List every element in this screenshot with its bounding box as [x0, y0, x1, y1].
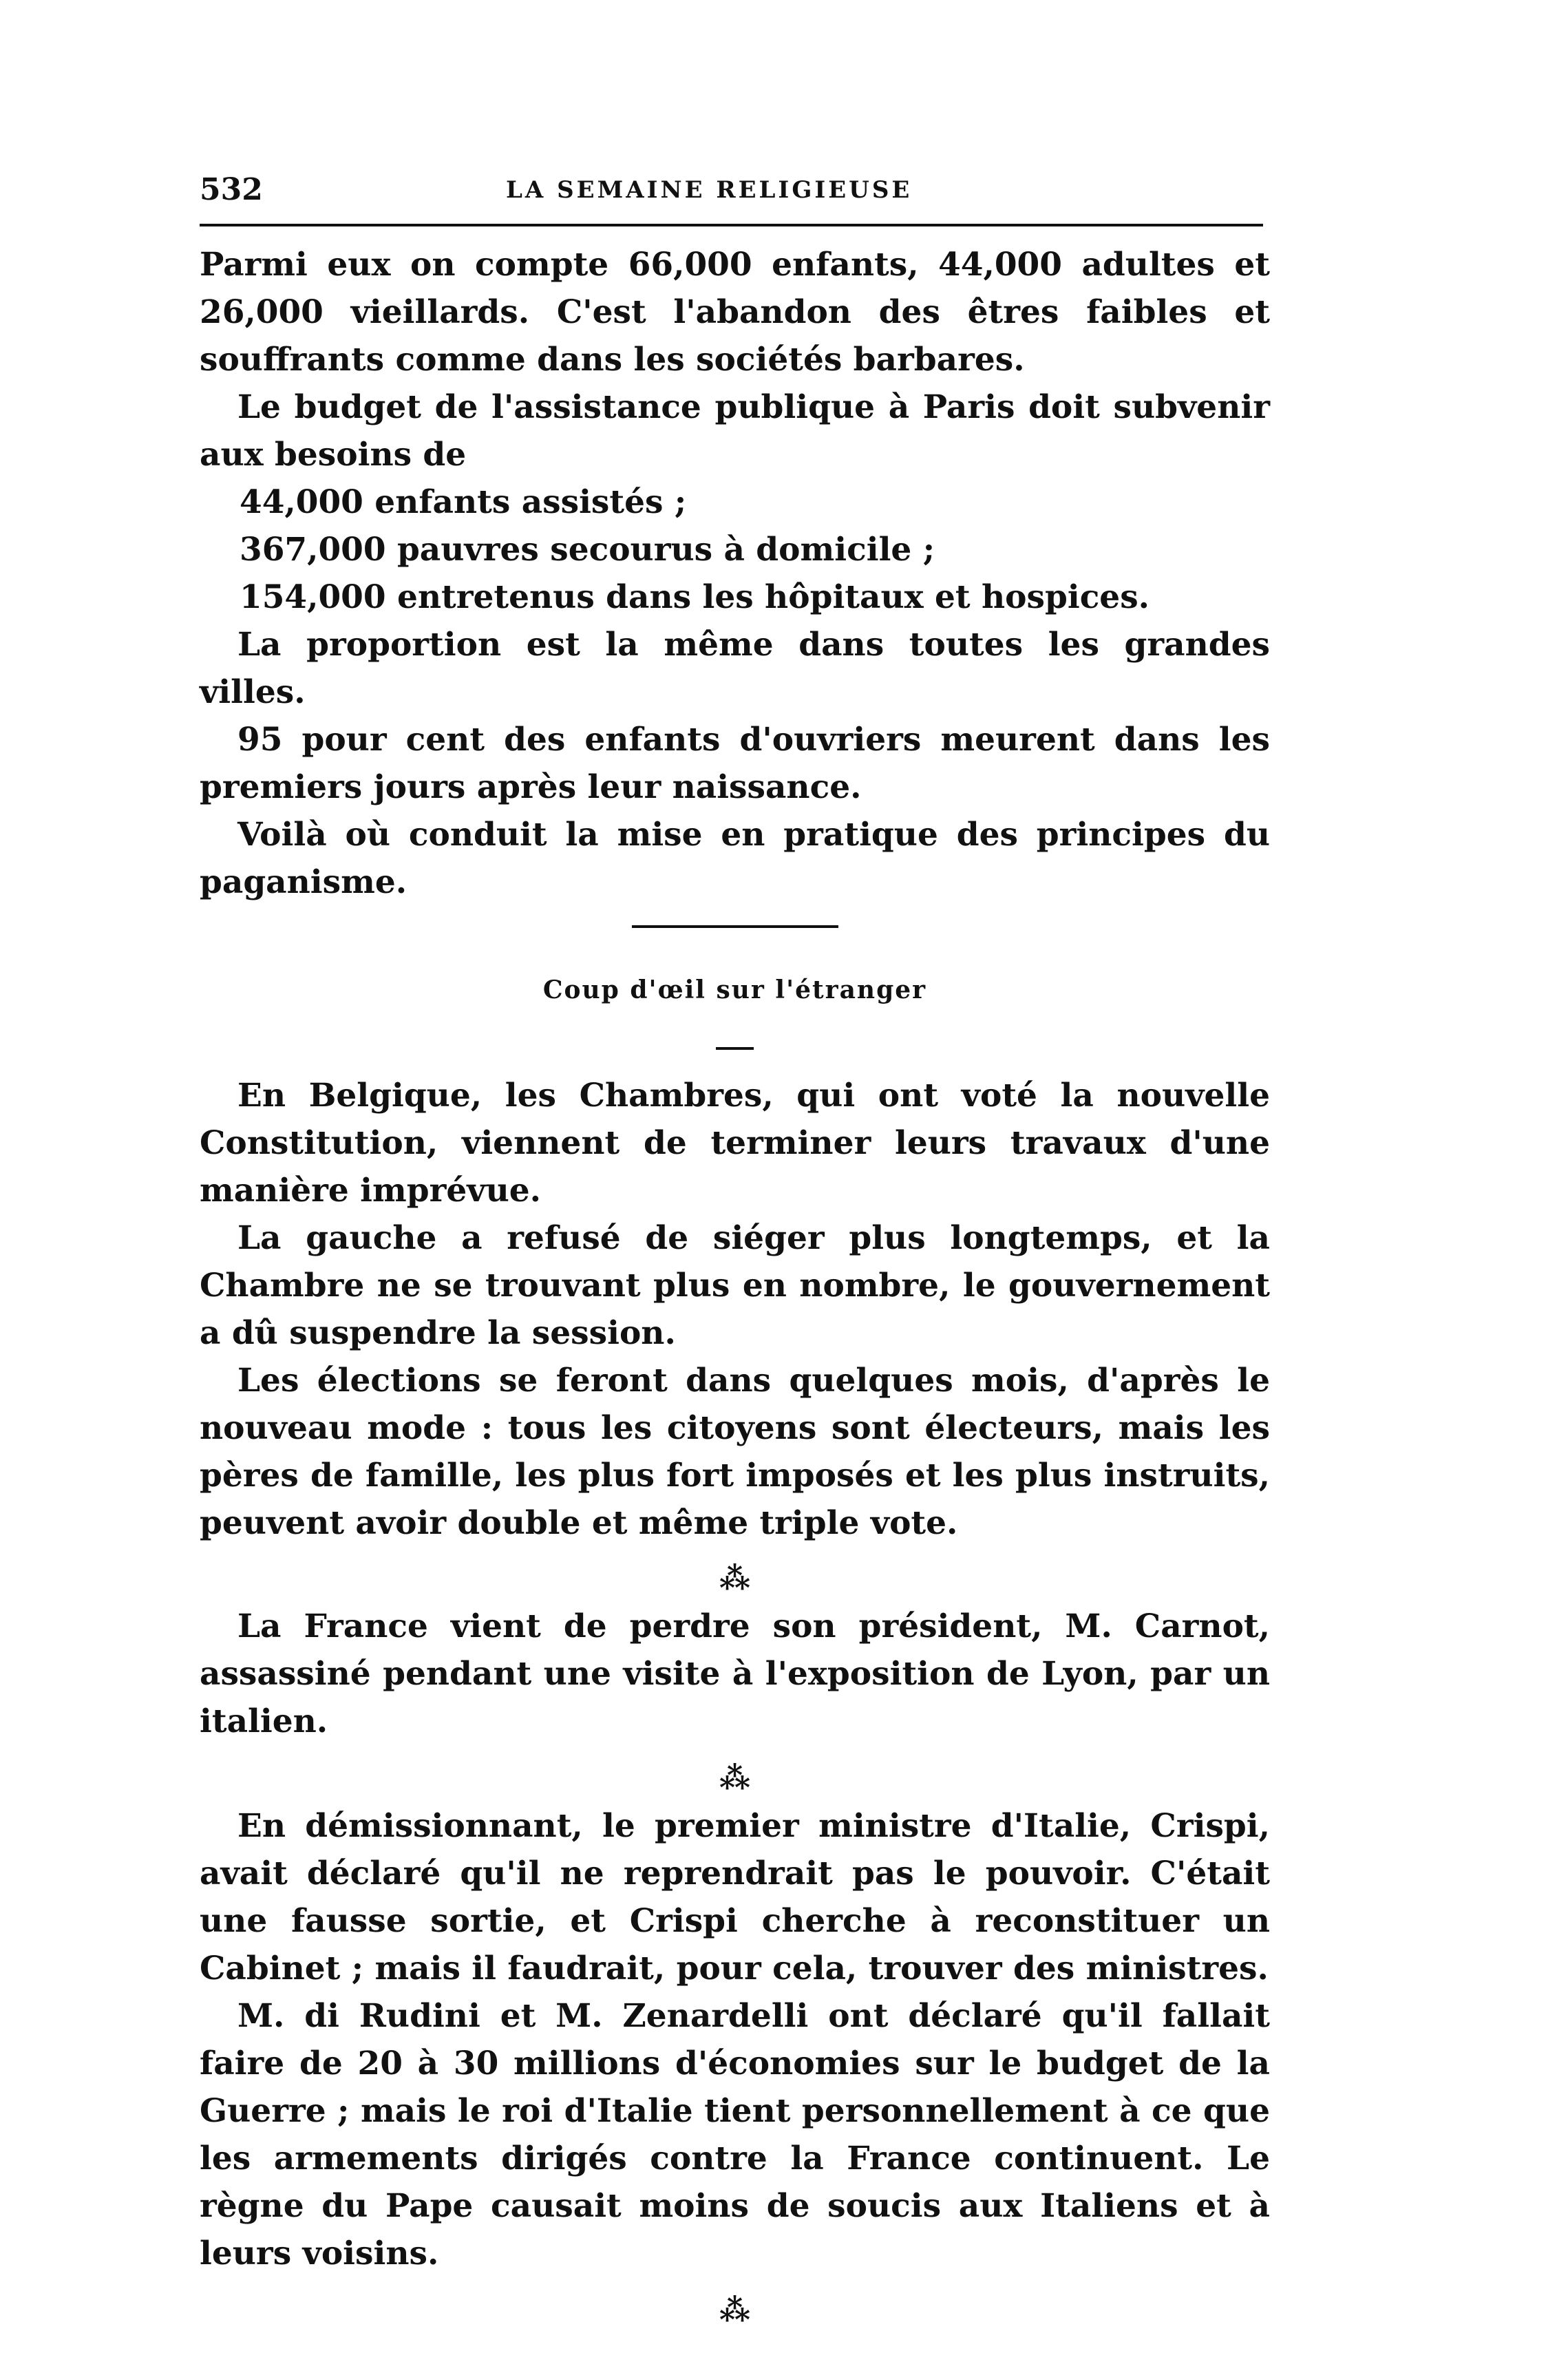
paragraph-enfants: Parmi eux on compte 66,000 enfants, 44,000 adultes et 26,000 vieillards. C'est l'abandon des êtres faibles et souffrants comme dans les sociétés barbares.: [200, 246, 1270, 379]
section-title: Coup d'œil sur l'étranger: [542, 975, 927, 1004]
running-head: LA SEMAINE RELIGIEUSE: [506, 176, 913, 204]
asterism-divider: ⁂: [719, 1561, 750, 1596]
article-body: [200, 241, 1270, 2334]
paragraph-budget: Le budget de l'assistance publique à Paris doit subvenir aux besoins de: [200, 388, 1270, 474]
paragraph-italie-budget: M. di Rudini et M. Zenardelli ont déclaré qu'il fallait faire de 20 à 30 millions d'économies sur le budget de la Guerre ; mais le roi d'Italie tient personnellement à ce que les armements dirigés contre la France continuent. Le règne du Pape causait moins de soucis aux Italiens et à leurs voisins.: [200, 1997, 1270, 2272]
asterism-divider: ⁂: [719, 1761, 750, 1796]
list-item: 154,000 entretenus dans les hôpitaux et hospices.: [240, 578, 1150, 616]
section-separator-rule: [632, 925, 838, 928]
paragraph-belgique-chambres: En Belgique, les Chambres, qui ont voté la nouvelle Constitution, viennent de terminer leurs travaux d'une manière imprévue.: [200, 1077, 1270, 1210]
list-item: 44,000 enfants assistés ;: [240, 483, 687, 521]
list-item: 367,000 pauvres secourus à domicile ;: [240, 531, 935, 569]
paragraph-france-carnot: La France vient de perdre son président, M. Carnot, assassiné pendant une visite à l'exposition de Lyon, par un italien.: [200, 1607, 1270, 1740]
title-dash: [716, 1047, 754, 1050]
page-number: 532: [200, 172, 263, 207]
header-rule: [200, 224, 1263, 226]
assistance-list: [200, 478, 1270, 621]
paragraph-paganisme: Voilà où conduit la mise en pratique des principes du paganisme.: [200, 816, 1270, 901]
paragraph-belgique-elections: Les élections se feront dans quelques mois, d'après le nouveau mode : tous les citoyens sont électeurs, mais les pères de famille, les plus fort imposés et les plus instruits, peuvent avoir double et même triple vote.: [200, 1362, 1270, 1542]
paragraph-belgique-gauche: La gauche a refusé de siéger plus longtemps, et la Chambre ne se trouvant plus en nombre, le gouvernement a dû suspendre la session.: [200, 1219, 1270, 1352]
paragraph-italie-crispi: En démissionnant, le premier ministre d'Italie, Crispi, avait déclaré qu'il ne reprendrait pas le pouvoir. C'était une fausse sortie, et Crispi cherche à reconstituer un Cabinet ; mais il faudrait, pour cela, trouver des ministres.: [200, 1807, 1270, 1987]
page-header: [200, 172, 1263, 207]
paragraph-proportion: La proportion est la même dans toutes les grandes villes.: [200, 626, 1270, 711]
asterism-divider: ⁂: [719, 2293, 750, 2328]
paragraph-mortalite: 95 pour cent des enfants d'ouvriers meurent dans les premiers jours après leur naissance.: [200, 721, 1270, 806]
